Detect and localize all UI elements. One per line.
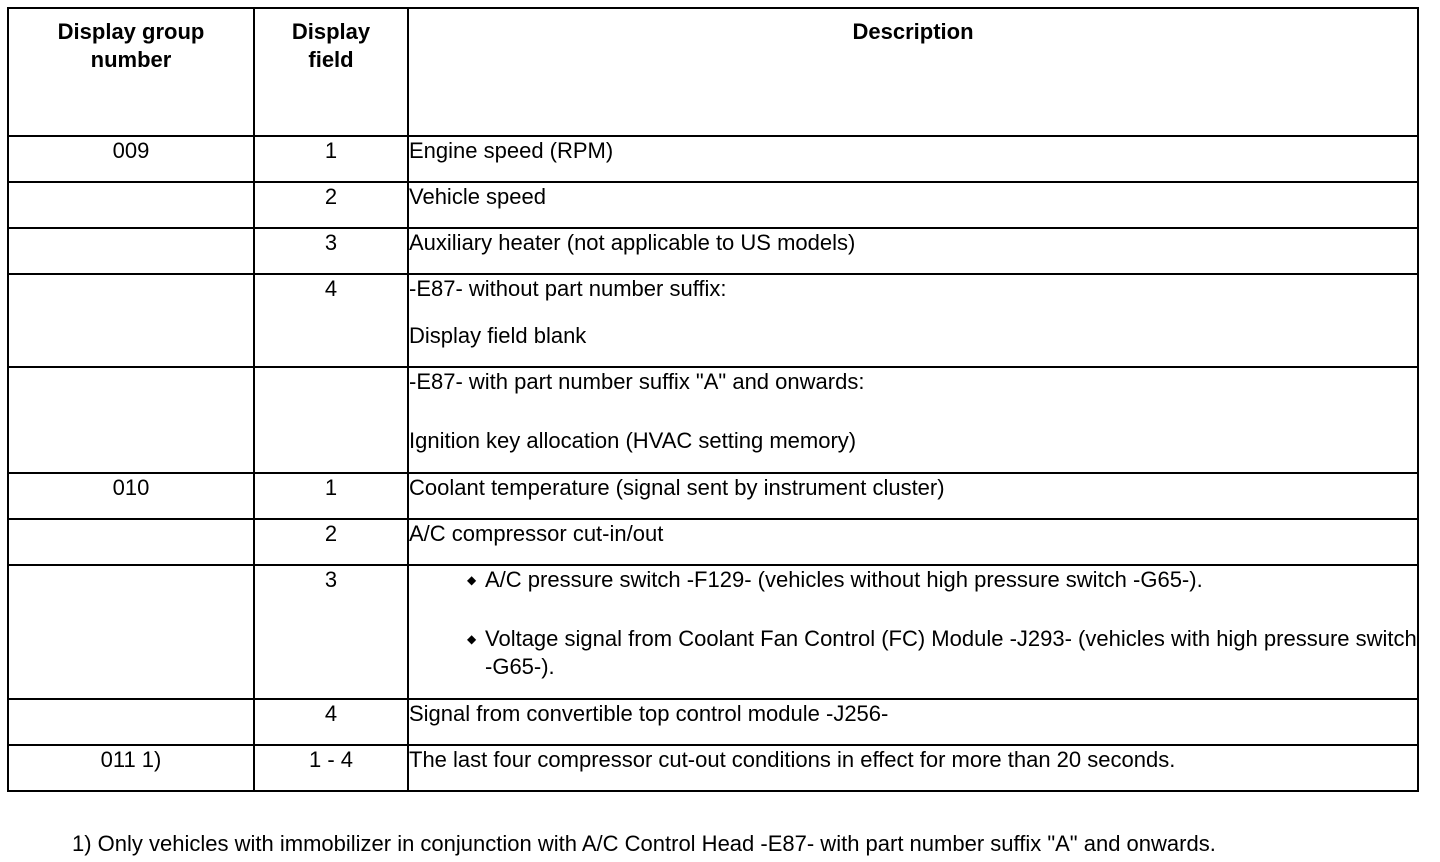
description-line: Display field blank (409, 323, 587, 348)
table-row (8, 367, 1418, 473)
display-field-cell: 1 - 4 (254, 745, 408, 791)
description-cell: Signal from convertible top control module -J256- (408, 699, 1418, 745)
display-field-cell: 3 (254, 228, 408, 274)
header-label: field (308, 47, 354, 72)
description-cell (408, 274, 1418, 367)
display-field-cell: 4 (254, 699, 408, 745)
group-number-cell: 010 (8, 473, 254, 519)
bullet-icon: ◆ (467, 632, 477, 646)
group-number-cell (8, 274, 254, 367)
bullet-text: A/C pressure switch -F129- (vehicles without high pressure switch -G65-). (485, 567, 1203, 592)
description-line: Ignition key allocation (HVAC setting memory) (409, 428, 857, 453)
table-row (8, 182, 1418, 228)
group-number-cell (8, 182, 254, 228)
display-field-cell: 1 (254, 473, 408, 519)
bullet-item (409, 625, 1417, 681)
header-label: Display (291, 19, 371, 44)
description-cell (408, 367, 1418, 473)
table-row (8, 519, 1418, 565)
description-cell: Coolant temperature (signal sent by instrument cluster) (408, 473, 1418, 519)
group-number-cell: 009 (8, 136, 254, 182)
table-row (8, 699, 1418, 745)
display-field-cell: 3 (254, 565, 408, 699)
description-cell: Vehicle speed (408, 182, 1418, 228)
description-cell: Auxiliary heater (not applicable to US models) (408, 228, 1418, 274)
footnote: 1) Only vehicles with immobilizer in conjunction with A/C Control Head -E87- with part number suffix "A" and onwards. (72, 831, 1216, 856)
group-number-cell (8, 699, 254, 745)
bullet-item (409, 566, 1417, 594)
group-number-cell (8, 228, 254, 274)
description-cell: A/C compressor cut-in/out (408, 519, 1418, 565)
bullet-text: Voltage signal from Coolant Fan Control (FC) Module -J293- (vehicles with high pressure switch -G65-). (485, 626, 1417, 679)
display-field-cell: 2 (254, 519, 408, 565)
display-field-cell: 2 (254, 182, 408, 228)
table-row (8, 274, 1418, 367)
display-field-cell: 1 (254, 136, 408, 182)
description-cell: Engine speed (RPM) (408, 136, 1418, 182)
header-label: number (90, 47, 172, 72)
header-description (408, 8, 1418, 136)
description-line: -E87- with part number suffix "A" and onwards: (409, 369, 865, 394)
header-display-field (254, 8, 408, 136)
description-line: -E87- without part number suffix: (409, 276, 727, 301)
group-number-cell (8, 565, 254, 699)
display-group-table (7, 7, 1419, 792)
table-row (8, 473, 1418, 519)
group-number-cell (8, 519, 254, 565)
header-display-group-number (8, 8, 254, 136)
table-row (8, 228, 1418, 274)
description-cell: The last four compressor cut-out conditions in effect for more than 20 seconds. (408, 745, 1418, 791)
table-row (8, 136, 1418, 182)
table-row (8, 745, 1418, 791)
display-field-cell (254, 367, 408, 473)
bullet-icon: ◆ (467, 573, 477, 587)
description-cell (408, 565, 1418, 699)
group-number-cell (8, 367, 254, 473)
display-field-cell: 4 (254, 274, 408, 367)
table-row (8, 565, 1418, 699)
table-header-row (8, 8, 1418, 136)
header-label: Description (852, 19, 974, 44)
header-label: Display group (57, 19, 205, 44)
group-number-cell: 011 1) (8, 745, 254, 791)
